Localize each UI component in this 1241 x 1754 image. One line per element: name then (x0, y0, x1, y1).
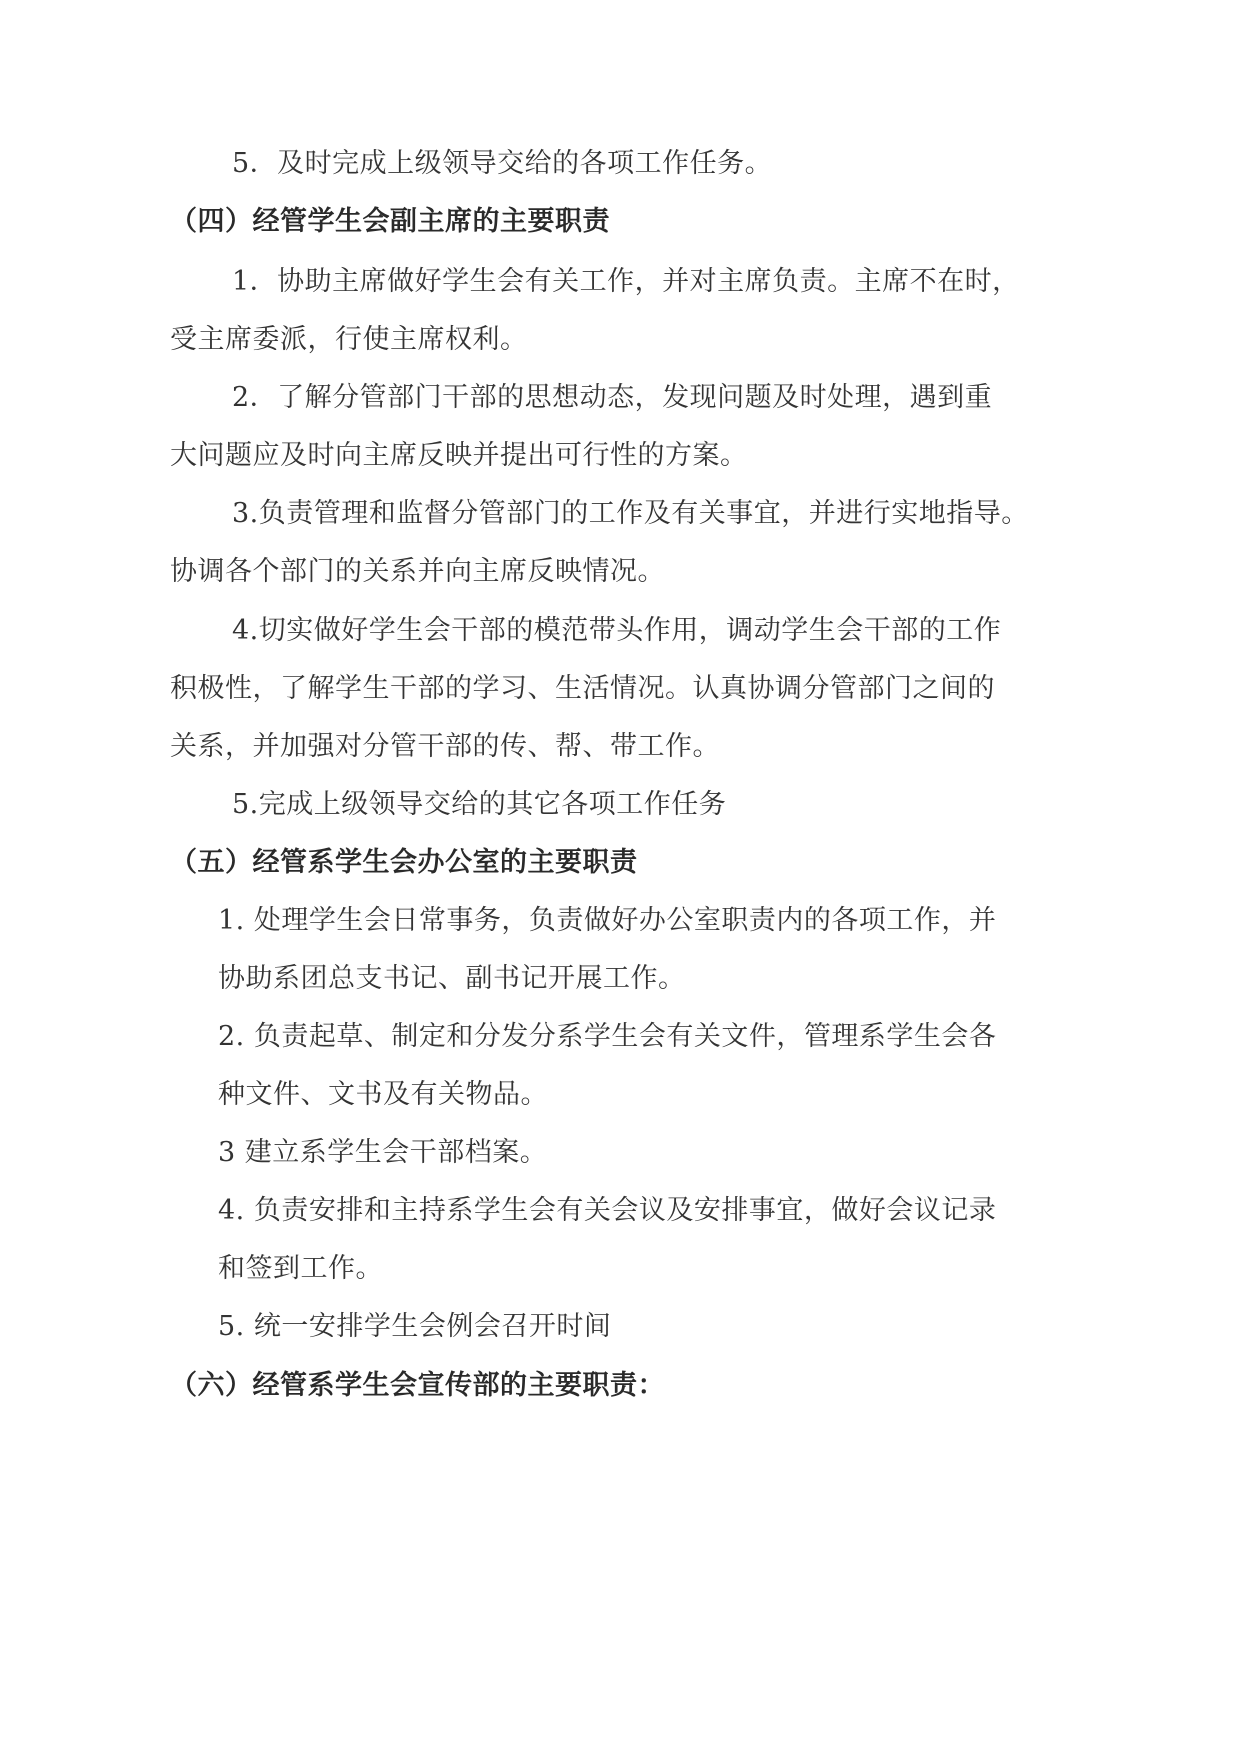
vice-item-4-line-3: 关系，并加强对分管干部的传、帮、带工作。 (170, 731, 720, 762)
section-heading-office: （五）经管系学生会办公室的主要职责 (170, 847, 638, 878)
vice-item-1-line-1: 1．协助主席做好学生会有关工作，并对主席负责。主席不在时， (232, 266, 1020, 297)
section-heading-publicity: （六）经管系学生会宣传部的主要职责： (170, 1370, 665, 1401)
office-item-3-line: 3 建立系学生会干部档案。 (218, 1137, 548, 1168)
vice-item-1-line-2: 受主席委派，行使主席权利。 (170, 324, 528, 355)
section-heading-vice-chairman: （四）经管学生会副主席的主要职责 (170, 206, 610, 237)
office-item-4-line-1: 4. 负责安排和主持系学生会有关会议及安排事宜，做好会议记录 (218, 1195, 997, 1226)
office-item-4-line-2: 和签到工作。 (218, 1253, 383, 1284)
item-five-line: 5．及时完成上级领导交给的各项工作任务。 (232, 148, 773, 179)
office-item-1-line-2: 协助系团总支书记、副书记开展工作。 (218, 963, 686, 994)
vice-item-4-line-1: 4.切实做好学生会干部的模范带头作用，调动学生会干部的工作 (232, 615, 1002, 646)
vice-item-4-line-2: 积极性，了解学生干部的学习、生活情况。认真协调分管部门之间的 (170, 673, 995, 704)
office-item-2-line-1: 2. 负责起草、制定和分发分系学生会有关文件，管理系学生会各 (218, 1021, 997, 1052)
vice-item-2-line-2: 大问题应及时向主席反映并提出可行性的方案。 (170, 440, 748, 471)
vice-item-5-line: 5.完成上级领导交给的其它各项工作任务 (232, 789, 727, 820)
office-item-5-line: 5. 统一安排学生会例会召开时间 (218, 1311, 612, 1342)
office-item-1-line-1: 1. 处理学生会日常事务，负责做好办公室职责内的各项工作，并 (218, 905, 997, 936)
vice-item-3-line-2: 协调各个部门的关系并向主席反映情况。 (170, 556, 665, 587)
vice-item-3-line-1: 3.负责管理和监督分管部门的工作及有关事宜，并进行实地指导。 (232, 498, 1029, 529)
vice-item-2-line-1: 2．了解分管部门干部的思想动态，发现问题及时处理，遇到重 (232, 382, 993, 413)
office-item-2-line-2: 种文件、文书及有关物品。 (218, 1079, 548, 1110)
